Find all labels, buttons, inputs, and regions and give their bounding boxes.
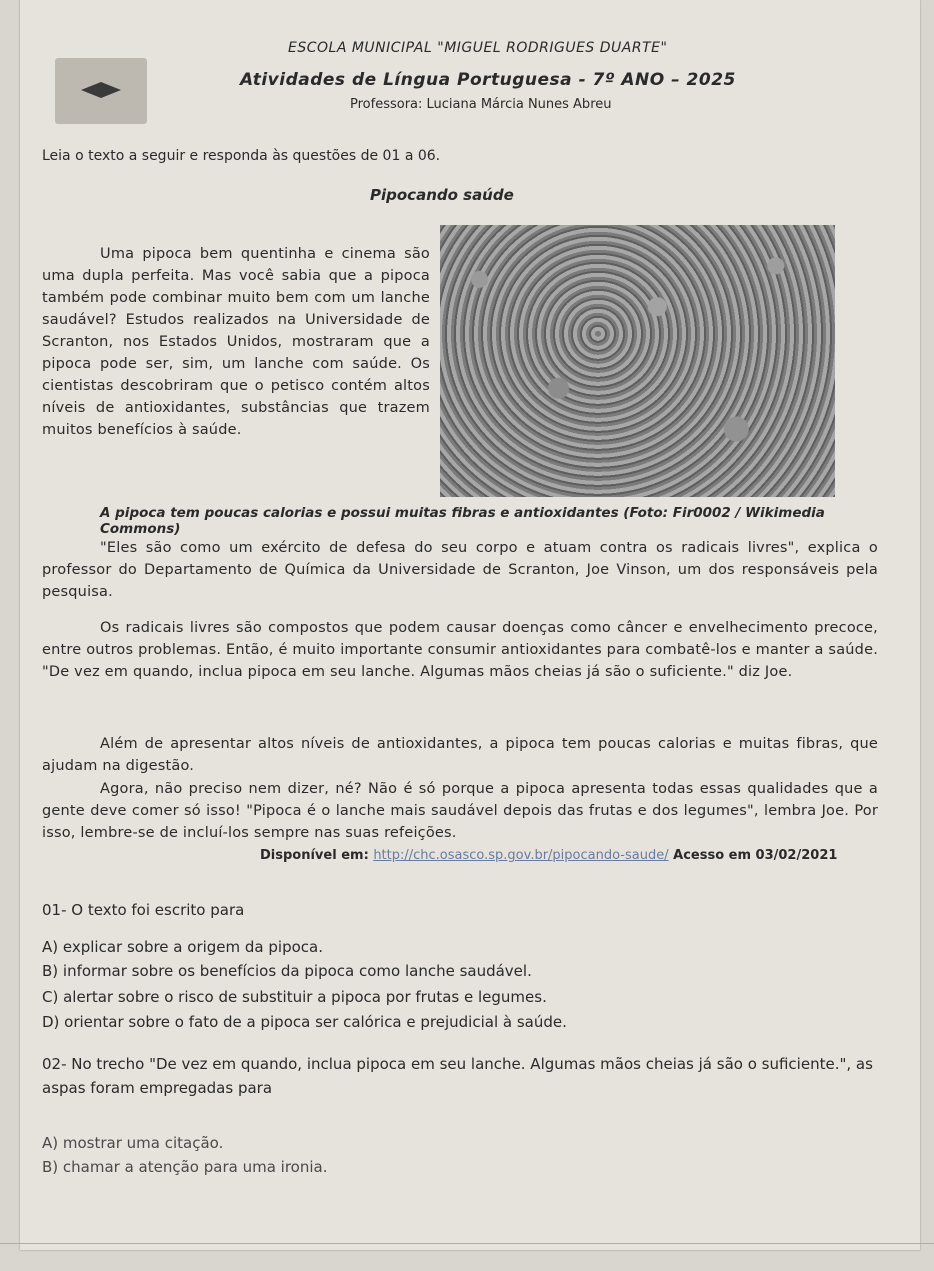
question-1-option-b: B) informar sobre os benefícios da pipoca como lanche saudável. [42,962,532,980]
paragraph-4: Além de apresentar altos níveis de antioxidantes, a pipoca tem poucas calorias e muitas fibras, que ajudam na digestão. [42,736,878,774]
instructions: Leia o texto a seguir e responda às questões de 01 a 06. [42,148,441,164]
photo-caption: A pipoca tem poucas calorias e possui muitas fibras e antioxidantes (Foto: Fir0002 / Wikimedia Commons) [100,505,825,537]
question-1-option-c: C) alertar sobre o risco de substituir a pipoca por frutas e legumes. [42,988,547,1006]
school-name: ESCOLA MUNICIPAL "MIGUEL RODRIGUES DUARTE" [288,40,668,56]
paragraph-1: Uma pipoca bem quentinha e cinema são uma dupla perfeita. Mas você sabia que a pipoca também pode combinar muito bem com um lanche saudável? Estudos realizados na Universidade de Scranton, nos Estados Unidos, mostraram que a pipoca pode ser, sim, um lanche com saúde. Os cientistas descobriram que o petisco contém altos níveis de antioxidantes, substâncias que trazem muitos benefícios à saúde. [42,246,430,438]
question-2-option-b: B) chamar a atenção para uma ironia. [42,1158,328,1176]
question-1-option-a: A) explicar sobre a origem da pipoca. [42,938,323,956]
paragraph-3: Os radicais livres são compostos que podem causar doenças como câncer e envelhecimento precoce, entre outros problemas. Então, é muito importante consumir antioxidantes para combatê-los e manter a saúde. "De vez em quando, inclua pipoca em seu lanche. Algumas mãos cheias já são o suficiente." diz Joe. [42,620,878,680]
paragraph-5: Agora, não preciso nem dizer, né? Não é só porque a pipoca apresenta todas essas qualidades que a gente deve comer só isso! "Pipoca é o lanche mais saudável depois das frutas e dos legumes", lembra Joe. Por isso, lembre-se de incluí-los sempre nas suas refeições. [42,781,878,841]
popcorn-photo [440,225,835,497]
book-icon [81,82,121,98]
paragraph-2: "Eles são como um exército de defesa do seu corpo e atuam contra os radicais livres", explica o professor do Departamento de Química da Universidade de Scranton, Joe Vinson, um dos responsáveis pela pesquisa. [42,540,878,600]
question-2-prompt: 02- No trecho "De vez em quando, inclua pipoca em seu lanche. Algumas mãos cheias já são o suficiente.", as aspas foram empregadas para [42,1055,873,1097]
question-1-option-d: D) orientar sobre o fato de a pipoca ser calórica e prejudicial à saúde. [42,1013,567,1031]
source-label: Disponível em: [260,848,369,863]
source-link[interactable]: http://chc.osasco.sp.gov.br/pipocando-saude/ [373,848,669,863]
teacher-name: Professora: Luciana Márcia Nunes Abreu [350,97,612,112]
page-bottom-edge [0,1243,934,1244]
question-2-option-a: A) mostrar uma citação. [42,1134,224,1152]
subject-title: Atividades de Língua Portuguesa - 7º ANO – 2025 [240,70,736,90]
text-title: Pipocando saúde [370,186,514,204]
question-1-prompt: 01- O texto foi escrito para [42,901,245,919]
school-logo [55,58,147,124]
source-access-date: Acesso em 03/02/2021 [673,848,838,863]
source-reference [260,848,910,863]
